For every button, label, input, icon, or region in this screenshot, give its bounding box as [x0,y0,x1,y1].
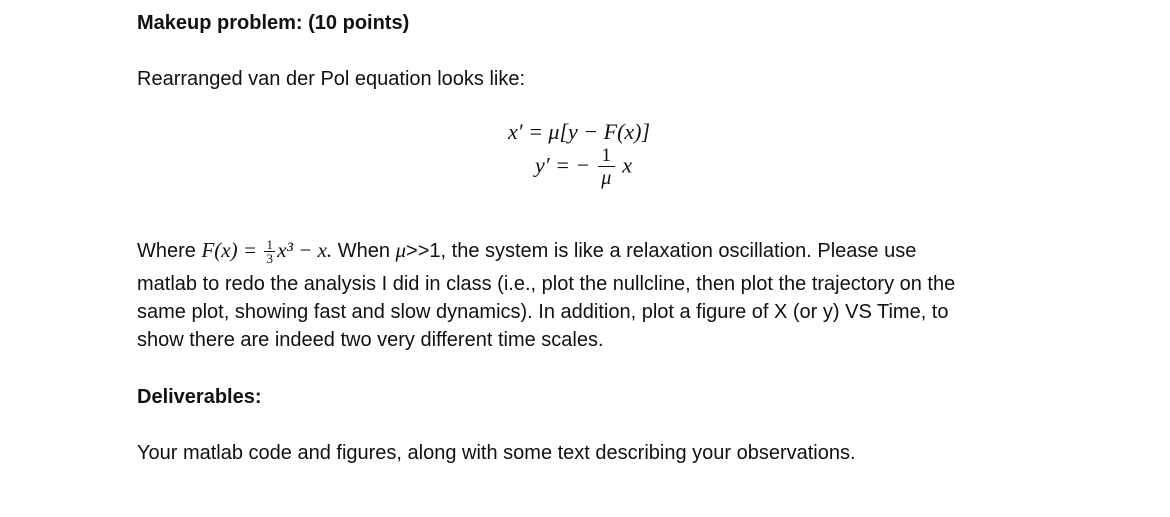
equation-x-prime: x′ = μ[y − F(x)] [508,119,651,144]
f-of-x-rhs: x³ − x. [277,238,333,262]
mu-symbol: μ [395,238,407,262]
body-line-2: matlab to redo the analysis I did in class (i.e., plot the nullcline, then plot the trajectory on the [137,273,956,295]
equation-y-prime [535,146,632,189]
body-line-1-rest: >>1, the system is like a relaxation oscillation. Please use [406,240,917,262]
intro-text: Rearranged van der Pol equation looks like: [137,68,526,90]
equation-y-prime-lhs: y′ = − [535,152,591,178]
body-line-4: show there are indeed two very different time scales. [137,329,604,351]
equation-y-prime-rhs: x [622,152,633,178]
fraction-numerator: 1 [601,145,612,166]
body-line-1-prefix: Where [137,240,202,262]
deliverables-heading: Deliverables: [137,386,262,408]
fraction-denominator: μ [601,167,612,189]
equation-y-prime-fraction [598,146,615,189]
body-line-3: same plot, showing fast and slow dynamics). In addition, plot a figure of X (or y) VS Time, to [137,301,949,323]
one-third-numerator: 1 [266,237,274,253]
deliverables-text: Your matlab code and figures, along with some text describing your observations. [137,442,856,464]
one-third-fraction [264,238,275,265]
body-line-1-when: When [332,240,396,262]
one-third-denominator: 3 [266,251,274,267]
problem-heading: Makeup problem: (10 points) [137,12,410,34]
body-line-1 [137,236,916,265]
f-of-x-lhs: F(x) = [201,238,263,262]
